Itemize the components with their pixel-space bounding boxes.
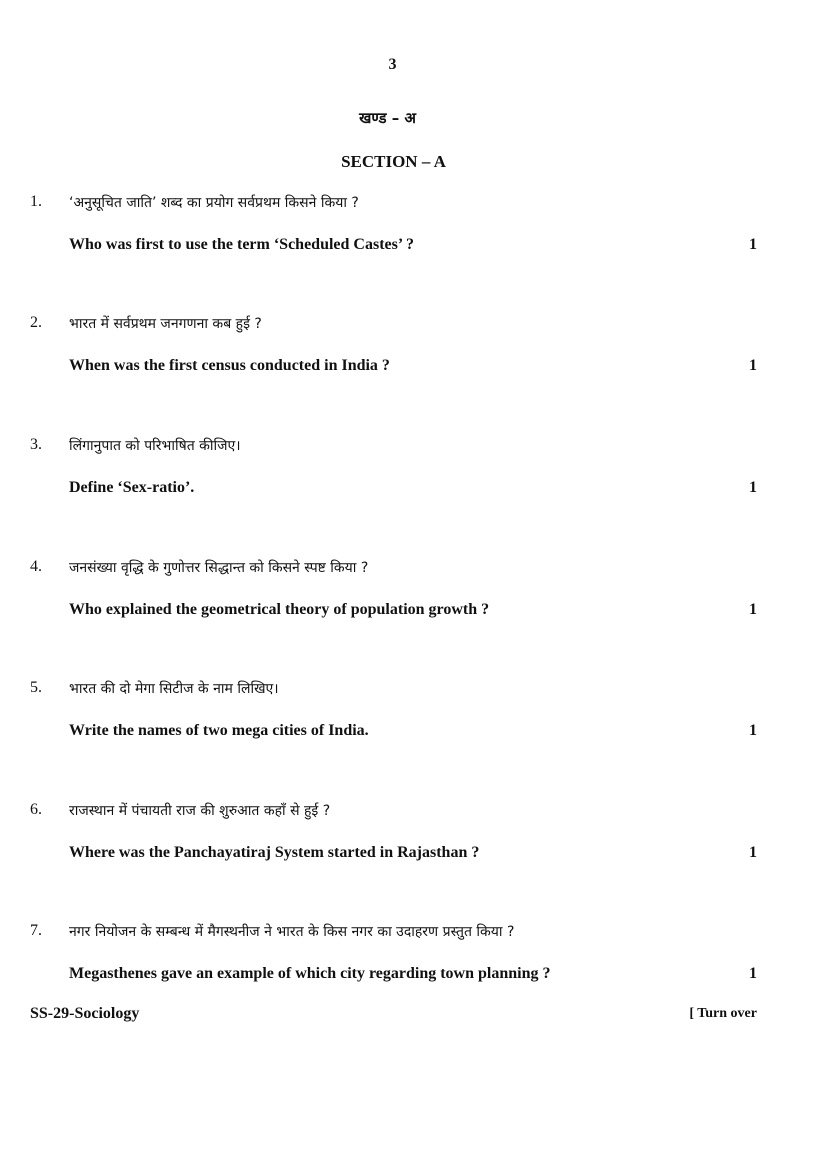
question-text-english: Define ‘Sex-ratio’. [69, 479, 195, 496]
question-marks: 1 [749, 236, 757, 253]
question-text-english: Who was first to use the term ‘Scheduled Castes’ ? [69, 236, 414, 253]
paper-code: SS-29-Sociology [30, 1005, 140, 1022]
question-6 [0, 801, 827, 891]
question-number: 3. [30, 436, 42, 453]
question-number: 2. [30, 314, 42, 331]
question-text-english: Megasthenes gave an example of which city regarding town planning ? [69, 965, 551, 982]
question-number: 7. [30, 922, 42, 939]
question-text-english: When was the first census conducted in India ? [69, 357, 390, 374]
question-text-hindi: भारत में सर्वप्रथम जनगणना कब हुई ? [69, 316, 262, 332]
question-text-hindi: लिंगानुपात को परिभाषित कीजिए। [69, 438, 241, 454]
question-number: 1. [30, 193, 42, 210]
section-heading-hindi: खण्ड – अ [359, 109, 416, 127]
question-text-english: Who explained the geometrical theory of population growth ? [69, 601, 490, 618]
question-marks: 1 [749, 601, 757, 618]
question-marks: 1 [749, 844, 757, 861]
question-1 [0, 193, 827, 283]
question-marks: 1 [749, 722, 757, 739]
question-text-english: Write the names of two mega cities of India. [69, 722, 369, 739]
question-3 [0, 436, 827, 526]
question-marks: 1 [749, 965, 757, 982]
question-text-hindi: ‘अनुसूचित जाति’ शब्द का प्रयोग सर्वप्रथम किसने किया ? [69, 195, 359, 211]
question-marks: 1 [749, 357, 757, 374]
question-5 [0, 679, 827, 769]
question-text-english: Where was the Panchayatiraj System started in Rajasthan ? [69, 844, 480, 861]
question-number: 6. [30, 801, 42, 818]
page-number: 3 [388, 56, 397, 73]
question-marks: 1 [749, 479, 757, 496]
question-number: 5. [30, 679, 42, 696]
question-text-hindi: नगर नियोजन के सम्बन्ध में मैगस्थनीज ने भारत के किस नगर का उदाहरण प्रस्तुत किया ? [69, 924, 515, 940]
turn-over-note: [ Turn over [689, 1006, 757, 1021]
question-number: 4. [30, 558, 42, 575]
question-text-hindi: भारत की दो मेगा सिटीज के नाम लिखिए। [69, 681, 279, 697]
section-heading-english: SECTION – A [341, 152, 446, 171]
question-4 [0, 558, 827, 648]
question-text-hindi: राजस्थान में पंचायती राज की शुरुआत कहाँ से हुई ? [69, 803, 331, 819]
question-2 [0, 314, 827, 404]
question-text-hindi: जनसंख्या वृद्धि के गुणोत्तर सिद्धान्त को किसने स्पष्ट किया ? [69, 560, 369, 576]
question-7 [0, 922, 827, 1012]
